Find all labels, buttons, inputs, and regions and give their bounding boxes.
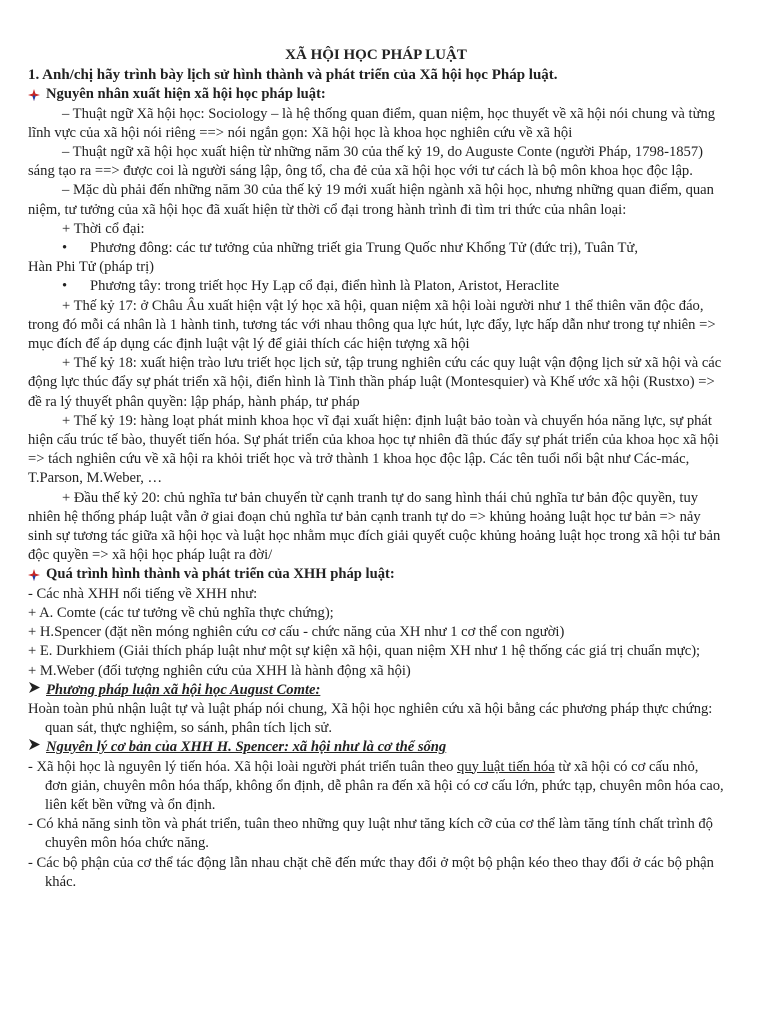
arrowhead-icon (28, 681, 46, 700)
question-heading: 1. Anh/chị hãy trình bày lịch sử hình thành và phát triển của Xã hội học Pháp luật. (28, 67, 558, 84)
section-heading-comte (28, 681, 724, 700)
paragraph: – Mặc dù phải đến những năm 30 của thế kỷ 19 mới xuất hiện ngành xã hội học, nhưng những quan điểm, quan niệm, tư tưởng của xã hội học đã xuất hiện từ thời cổ đại trong hành trình đi tìm tri thức của nhân loại: (28, 182, 714, 218)
paragraph: + Thế kỷ 18: xuất hiện trào lưu triết học lịch sử, tập trung nghiên cứu các quy luật vận động lịch sử xã hội và các động lực thúc đẩy sự phát triển xã hội, điển hình là Tinh thần pháp luật (Montesquier) và Khế ước xã hội (Rustxo) => đề ra lý thuyết phân quyền: lập pháp, hành pháp, tư pháp (28, 355, 722, 410)
bullet-dot-icon: • (62, 278, 68, 295)
section-heading-text: Phương pháp luận xã hội học August Comte: (46, 681, 321, 698)
list-item-text: từ xã hội có cơ cấu nhỏ, đơn giản, chuyên môn hóa thấp, không ổn định, dễ phân ra đến xã hội có cơ cấu lớn, phức tạp, chuyên môn hóa cao, liên kết bền vững và ổn định. (45, 758, 724, 813)
list-item-text: Phương tây: trong triết học Hy Lạp cổ đại, điển hình là Platon, Aristot, Heraclite (90, 278, 560, 295)
list-item (28, 239, 724, 258)
section-heading-process (28, 565, 724, 584)
paragraph: – Thuật ngữ xã hội học xuất hiện từ những năm 30 của thế kỷ 19, do Auguste Conte (người Pháp, 1798-1857) sáng tạo ra ==> được coi là người sáng lập, ông tổ, cha đẻ của xã hội học với tư cách là bộ môn khoa học độc lập. (28, 144, 703, 180)
section-heading-causes (28, 85, 724, 104)
underlined-term: quy luật tiến hóa (457, 758, 555, 775)
diamond-sparkle-icon (28, 85, 46, 104)
section-heading-spencer (28, 738, 724, 757)
list-item: + E. Durkhiem (Giải thích pháp luật như một sự kiện xã hội, quan niệm XH như 1 hệ thống các giá trị chuẩn mực); (28, 643, 701, 660)
paragraph: + Đầu thế kỷ 20: chủ nghĩa tư bản chuyển từ cạnh tranh tự do sang hình thái chủ nghĩa tư bản độc quyền, tuy nhiên hệ thống pháp luật vẫn ở giai đoạn chủ nghĩa tư bản cạnh tranh tự do => khủng hoảng luật học tư bản => nảy sinh sự tương tác giữa xã hội học và luật học nhằm mục đích giải quyết cuộc khủng hoảng luật học trong xã hội tư bản độc quyền => xã hội học pháp luật ra đời/ (28, 489, 721, 564)
section-heading-text: Nguyên nhân xuất hiện xã hội học pháp luật: (46, 86, 326, 103)
page-title: XÃ HỘI HỌC PHÁP LUẬT (285, 47, 467, 63)
list-item: + H.Spencer (đặt nền móng nghiên cứu cơ cấu - chức năng của XH như 1 cơ thể con người) (28, 624, 565, 641)
arrowhead-icon (28, 738, 46, 757)
diamond-sparkle-icon (28, 565, 46, 584)
paragraph: + Thế kỷ 17: ở Châu Âu xuất hiện vật lý học xã hội, quan niệm xã hội loài người như 1 thể thiên văn độc đáo, trong đó mỗi cá nhân là 1 hành tinh, tương tác với nhau thông qua lực hút, lực đẩy, lực hấp dẫn như trong tự nhiên => mục đích để áp dụng các định luật vật lý để giải thích các hiện tượng xã hội (28, 297, 716, 353)
paragraph: Hàn Phi Tử (pháp trị) (28, 259, 154, 276)
paragraph: – Thuật ngữ Xã hội học: Sociology – là hệ thống quan điểm, quan niệm, học thuyết về xã hội nói chung và từng lĩnh vực của xã hội nói riêng ==> nói ngắn gọn: Xã hội học là khoa học nghiên cứu về xã hội (28, 105, 716, 141)
list-item: - Các bộ phận của cơ thể tác động lẫn nhau chặt chẽ đến mức thay đổi ở một bộ phận kéo theo thay đổi ở các bộ phận khác. (28, 854, 714, 890)
list-item (28, 277, 724, 296)
paragraph: + Thời cổ đại: (62, 220, 145, 237)
paragraph: Hoàn toàn phủ nhận luật tự và luật pháp nói chung, Xã hội học nghiên cứu xã hội bằng các phương pháp thực chứng: quan sát, thực nghiệm, so sánh, phân tích lịch sử. (28, 700, 713, 737)
list-item (28, 758, 724, 816)
list-item: + M.Weber (đối tượng nghiên cứu của XHH là hành động xã hội) (28, 662, 411, 679)
paragraph: + Thế kỷ 19: hàng loạt phát minh khoa học vĩ đại xuất hiện: định luật bảo toàn và chuyển hóa năng lực, sự phát hiện cấu trúc tế bào, thuyết tiến hóa. Sự phát triển của khoa học tự nhiên đã thúc đẩy sự phát triển của khoa học xã hội => tách nghiên cứu về xã hội ra khỏi triết học và trở thành 1 khoa học độc lập. Các tên tuổi nổi bật như Các-mác, T.Parson, M.Weber, … (28, 412, 719, 487)
list-item: - Có khả năng sinh tồn và phát triển, tuân theo những quy luật như tăng kích cỡ của cơ thể làm tăng tính chất trình độ chuyên môn hóa chức năng. (28, 816, 713, 852)
list-item-text: Phương đông: các tư tưởng của những triết gia Trung Quốc như Khổng Tử (đức trị), Tuân Tử, (90, 240, 638, 257)
list-item: - Các nhà XHH nổi tiếng về XHH như: (28, 585, 258, 602)
section-heading-text: Quá trình hình thành và phát triển của XHH pháp luật: (46, 566, 395, 583)
section-heading-text: Nguyên lý cơ bản của XHH H. Spencer: xã hội như là cơ thể sống (46, 739, 447, 756)
list-item: + A. Comte (các tư tưởng về chủ nghĩa thực chứng); (28, 604, 334, 621)
bullet-dot-icon: • (62, 240, 68, 257)
list-item-text: - Xã hội học là nguyên lý tiến hóa. Xã hội loài người phát triển tuân theo (28, 758, 458, 775)
